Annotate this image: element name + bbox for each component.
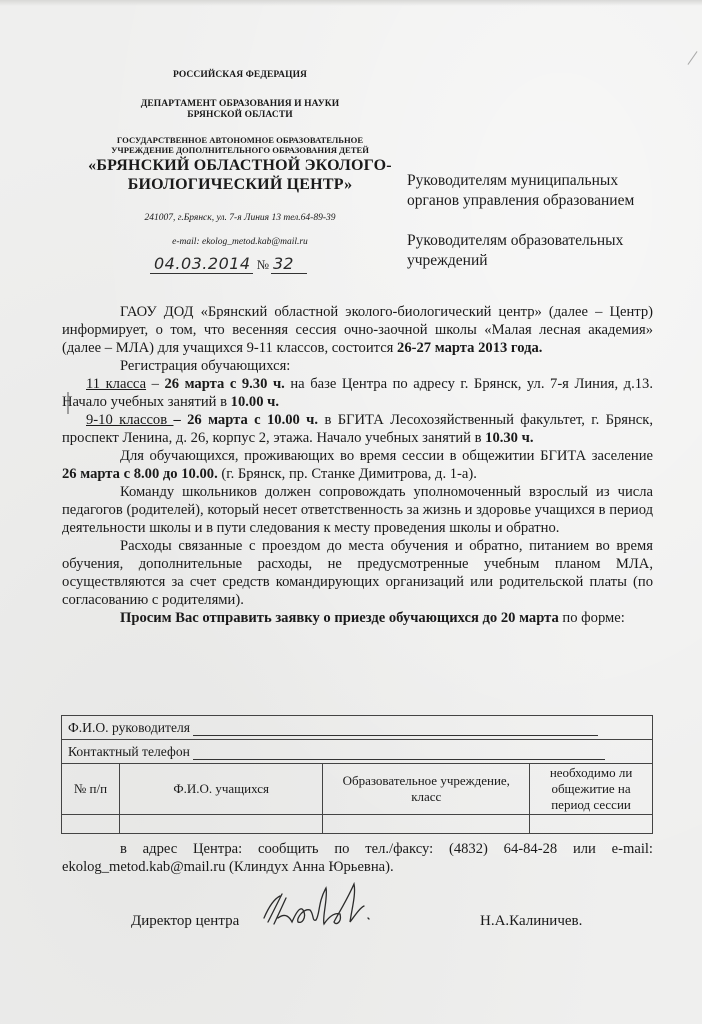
contact-paragraph	[62, 840, 653, 876]
scan-edge-shadow	[0, 0, 702, 6]
addressee-line: органов управления образованием	[407, 192, 635, 209]
grade-11-start-time: 10.00 ч.	[230, 394, 280, 410]
grade-9-10-time: – 26 марта с 10.00 ч.	[173, 412, 319, 428]
grade-9-10-start-time: 10.30 ч.	[485, 430, 534, 446]
registration-title: Регистрация обучающихся:	[120, 358, 291, 374]
letter-body	[62, 303, 653, 627]
letterhead-name-line2: БИОЛОГИЧЕСКИЙ ЦЕНТР»	[127, 176, 353, 193]
letterhead-department-line2: БРЯНСКОЙ ОБЛАСТИ	[187, 110, 293, 120]
announcement-dates: 26-27 марта 2013 года.	[397, 340, 543, 356]
addressee-line: учреждений	[407, 252, 488, 269]
column-header-dormitory: необходимо ли общежитие на период сессии	[530, 764, 653, 815]
document-date: 04.03.2014	[150, 254, 253, 274]
form-leader-row	[62, 716, 653, 740]
cell-institution[interactable]	[323, 815, 530, 834]
addressee-line: Руководителям образовательных	[407, 232, 624, 249]
leader-label: Ф.И.О. руководителя	[68, 719, 191, 735]
letterhead-date-number	[150, 254, 307, 278]
grade-11-text: на базе Центра по адресу г. Брянск, ул. 7-я Линия, д.13. Начало учебных занятий в	[62, 376, 653, 410]
letterhead-institution-line2: УЧРЕЖДЕНИЕ ДОПОЛНИТЕЛЬНОГО ОБРАЗОВАНИЯ ДЕТЕЙ	[111, 145, 369, 155]
paragraph-announcement	[62, 303, 653, 357]
column-header-number: № п/п	[62, 764, 120, 815]
phone-label: Контактный телефон	[68, 743, 190, 759]
application-form-table	[61, 715, 653, 834]
addressee-municipal	[407, 171, 697, 211]
letterhead-email: e-mail: ekolog_metod.kab@mail.ru	[172, 237, 308, 247]
phone-blank-line[interactable]	[193, 745, 605, 760]
paragraph-registration-11	[62, 375, 653, 411]
paragraph-request	[62, 609, 653, 627]
dormitory-text: Для обучающихся, проживающих во время сессии в общежитии БГИТА заселение	[120, 448, 653, 464]
grade-11-label: 11 класса	[86, 376, 147, 392]
paragraph-registration-9-10	[62, 411, 653, 447]
addressee-line: Руководителям муниципальных	[407, 172, 619, 189]
paragraph-expenses: Расходы связанные с проездом до места обучения и обратно, питанием во время обучения, дополнительные расходы, не предусмотренные учебным планом МЛА, осуществляются за счет средств командирующих организаций или родительской платы (по согласованию с родителями).	[62, 538, 653, 608]
paragraph-escort: Команду школьников должен сопровождать уполномоченный взрослый из числа педагогов (родителей), который несет ответственность за жизнь и здоровье учащихся в период деятельности школы и в пути следования к месту проведения школы и обратно.	[62, 484, 653, 536]
cell-dormitory[interactable]	[530, 815, 653, 834]
phone-field[interactable]	[62, 740, 653, 764]
paragraph-dormitory	[62, 447, 653, 483]
signature-icon	[256, 878, 406, 940]
signer-name: Н.А.Калиничев.	[480, 913, 583, 929]
grade-9-10-text: в БГИТА Лесохозяйственный факультет, г. Брянск, проспект Ленина, д. 26, корпус 2, этажа. Начало учебных занятий в	[62, 412, 654, 446]
request-form-text: по форме:	[558, 610, 625, 626]
grade-11-time: 26 марта с 9.30 ч.	[164, 376, 285, 392]
form-phone-row	[62, 740, 653, 764]
grade-9-10-label: 9-10 классов	[86, 412, 174, 428]
signer-title: Директор центра	[131, 913, 240, 929]
document-number: 32	[271, 254, 307, 274]
leader-blank-line[interactable]	[193, 721, 598, 736]
table-row	[62, 815, 653, 834]
dormitory-address: (г. Брянск, пр. Станке Димитрова, д. 1-а).	[217, 466, 477, 482]
dash: –	[146, 376, 165, 392]
cell-number[interactable]	[62, 815, 120, 834]
letterhead-address: 241007, г.Брянск, ул. 7-я Линия 13 тел.64-89-39	[144, 213, 336, 223]
cell-student-name[interactable]	[119, 815, 323, 834]
letterhead-institution-line1: ГОСУДАРСТВЕННОЕ АВТОНОМНОЕ ОБРАЗОВАТЕЛЬНОЕ	[116, 135, 364, 145]
addressee-institutions	[407, 231, 697, 271]
request-deadline: Просим Вас отправить заявку о приезде обучающихся до 20 марта	[120, 610, 559, 626]
column-header-student-name: Ф.И.О. учащихся	[119, 764, 323, 815]
form-header-row	[62, 764, 653, 815]
dormitory-time: 26 марта с 8.00 до 10.00.	[62, 466, 218, 482]
announcement-text: ГАОУ ДОД «Брянский областной эколого-биологический центр» (далее – Центр) информирует, о том, что весенняя сессия очно-заочной школы «Малая лесная академия» (далее – МЛА) для учащихся 9-11 классов, состоится	[62, 304, 653, 356]
leader-field[interactable]	[62, 716, 653, 740]
column-header-institution: Образовательное учреждение, класс	[323, 764, 530, 815]
letterhead-country: РОССИЙСКАЯ ФЕДЕРАЦИЯ	[172, 70, 308, 80]
letterhead-department-line1: ДЕПАРТАМЕНТ ОБРАЗОВАНИЯ И НАУКИ	[140, 99, 340, 109]
letterhead-name-line1: «БРЯНСКИЙ ОБЛАСТНОЙ ЭКОЛОГО-	[88, 157, 392, 174]
contact-text: в адрес Центра: сообщить по тел./факсу: (4832) 64-84-28 или e-mail: ekolog_metod.kab@mail.ru (Клиндух Анна Юрьевна).	[62, 841, 653, 875]
scan-scratch-mark	[688, 51, 698, 65]
letterhead	[82, 70, 398, 194]
number-sign: №	[256, 257, 270, 272]
